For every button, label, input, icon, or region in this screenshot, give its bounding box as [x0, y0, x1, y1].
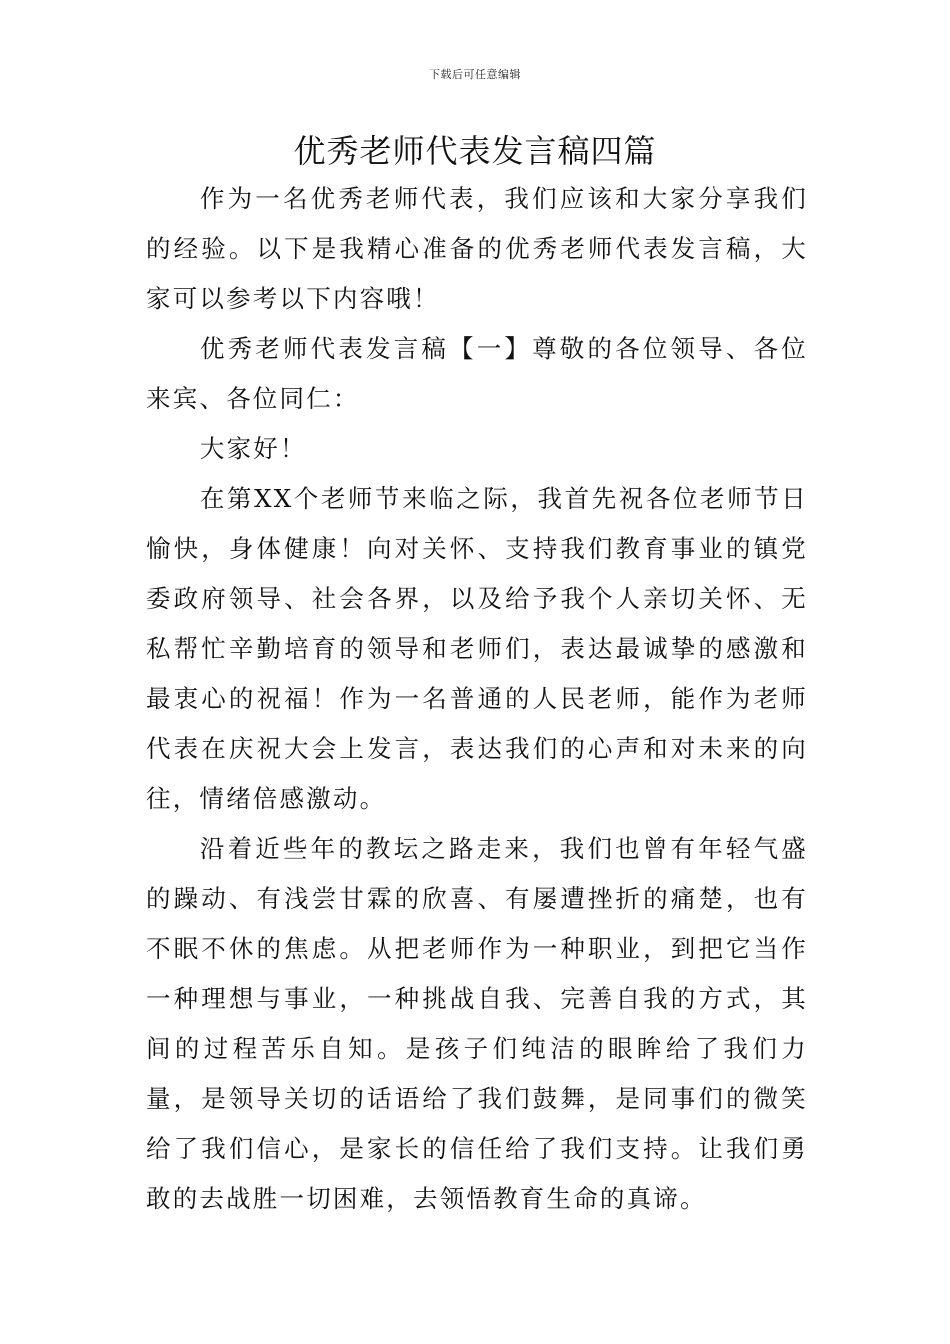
paragraph-body-2: 沿着近些年的教坛之路走来，我们也曾有年轻气盛的躁动、有浅尝甘霖的欣喜、有屡遭挫折的痛楚，也有不眠不休的焦虑。从把老师作为一种职业，到把它当作一种理想与事业，一种挑战自我、完善自我的方式，其间的过程苦乐自知。是孩子们纯洁的眼眸给了我们力量，是领导关切的话语给了我们鼓舞，是同事们的微笑给了我们信心，是家长的信任给了我们支持。让我们勇敢的去战胜一切困难，去领悟教育生命的真谛。	[146, 834, 808, 1213]
document-title: 优秀老师代表发言稿四篇	[293, 132, 657, 170]
paragraph-body-1: 在第XX个老师节来临之际，我首先祝各位老师节日愉快，身体健康！向对关怀、支持我们教育事业的镇党委政府领导、社会各界，以及给予我个人亲切关怀、无私帮忙辛勤培育的领导和老师们，表达最诚挚的感激和最衷心的祝福！作为一名普通的人民老师，能作为老师代表在庆祝大会上发言，表达我们的心声和对未来的向往，情绪倍感激动。	[146, 484, 808, 813]
paragraph-intro: 作为一名优秀老师代表，我们应该和大家分享我们的经验。以下是我精心准备的优秀老师代表发言稿，大家可以参考以下内容哦！	[146, 184, 808, 313]
paragraph-greeting: 大家好！	[199, 434, 307, 463]
document-body	[146, 174, 808, 1224]
paragraph-speech-heading: 优秀老师代表发言稿【一】尊敬的各位领导、各位来宾、各位同仁：	[146, 334, 808, 413]
header-note: 下载后可任意编辑	[429, 68, 521, 81]
